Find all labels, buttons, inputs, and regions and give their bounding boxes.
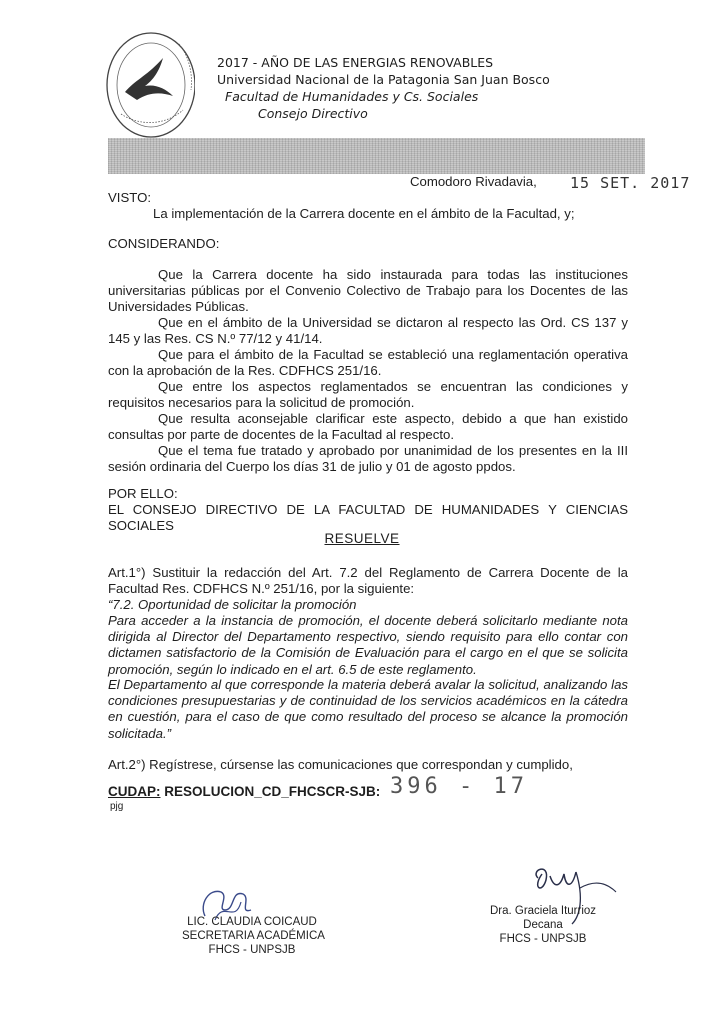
art2-text: Art.2°) Regístrese, cúrsense las comunicaciones que correspondan y cumplido,: [108, 757, 573, 772]
place: Comodoro Rivadavia,: [410, 174, 537, 189]
art1-intro: Art.1°) Sustituir la redacción del Art. 7.2 del Reglamento de Carrera Docente de la Facultad Res. CDFHCS N.º 251/16, por la siguiente:: [108, 565, 628, 597]
resuelve-heading: [0, 530, 724, 548]
signature-right-name: Dra. Graciela Iturrioz: [489, 905, 597, 917]
resolution-number: 396 - 17: [390, 774, 528, 799]
por-ello-heading: POR ELLO:: [108, 486, 178, 501]
initials: pjg: [110, 801, 124, 812]
university-seal: [103, 30, 195, 140]
signature-left-title: SECRETARIA ACADÉMICA: [182, 930, 325, 942]
considerando-p6: Que el tema fue tratado y aprobado por unanimidad de los presentes en la III sesión ordinaria del Cuerpo los días 31 de julio y 01 de agosto ppdos.: [108, 443, 628, 475]
considerando-heading: CONSIDERANDO:: [108, 236, 220, 251]
considerando-p3: Que para el ámbito de la Facultad se estableció una reglamentación operativa con la aprobación de la Res. CDFHCS 251/16.: [108, 347, 628, 379]
council-name: Consejo Directivo: [258, 106, 368, 121]
date-stamp: 15 SET. 2017: [570, 174, 691, 192]
art1-subtitle: “7.2. Oportunidad de solicitar la promoción: [108, 597, 357, 612]
signature-left-name: LIC. CLAUDIA COICAUD: [187, 916, 317, 928]
resuelve-label: RESUELVE: [324, 531, 400, 546]
faculty-name: Facultad de Humanidades y Cs. Sociales: [225, 89, 479, 104]
header-band: [108, 138, 645, 174]
visto-heading: VISTO:: [108, 190, 151, 205]
visto-text: La implementación de la Carrera docente en el ámbito de la Facultad, y;: [153, 206, 575, 221]
considerando-p5: Que resulta aconsejable clarificar este aspecto, debido a que han existido consultas por parte de docentes de la Facultad al respecto.: [108, 411, 628, 443]
year-motto: 2017 - AÑO DE LAS ENERGIAS RENOVABLES: [217, 55, 494, 70]
art1-paragraph1: Para acceder a la instancia de promoción, el docente deberá solicitarlo mediante nota dirigida al Director del Departamento respectivo, siendo requisito para ello contar con dictamen satisfactorio de la Comisión de Evaluación para el cargo en el que se solicita promoción, según lo indicado en el art. 6.5 de este reglamento.: [108, 613, 628, 677]
considerando-p4: Que entre los aspectos reglamentados se encuentran las condiciones y requisitos necesarios para la solicitud de promoción.: [108, 379, 628, 411]
considerando-p2: Que en el ámbito de la Universidad se dictaron al respecto las Ord. CS 137 y 145 y las Res. CS N.º 77/12 y 41/14.: [108, 315, 628, 347]
cudap-code: RESOLUCION_CD_FHCSCR-SJB:: [164, 784, 381, 799]
signature-left-unit: FHCS - UNPSJB: [208, 944, 296, 956]
signature-right-unit: FHCS - UNPSJB: [499, 933, 587, 945]
university-name: Universidad Nacional de la Patagonia San Juan Bosco: [217, 72, 550, 87]
signature-right-title: Decana: [523, 919, 563, 931]
considerando-p1: Que la Carrera docente ha sido instaurada para todas las instituciones universitarias públicas por el Convenio Colectivo de Trabajo para los Docentes de las Universidades Públicas.: [108, 267, 628, 315]
cudap-line: [108, 784, 380, 799]
por-ello-text: EL CONSEJO DIRECTIVO DE LA FACULTAD DE HUMANIDADES Y CIENCIAS SOCIALES: [108, 502, 628, 534]
art1-paragraph2: El Departamento al que corresponde la materia deberá avalar la solicitud, analizando las condiciones presupuestarias y de continuidad de los servicios académicos en la cátedra en cuestión, para el caso de que como resultado del proceso se alcance la promoción solicitada.”: [108, 677, 628, 741]
cudap-label: CUDAP:: [108, 784, 161, 799]
